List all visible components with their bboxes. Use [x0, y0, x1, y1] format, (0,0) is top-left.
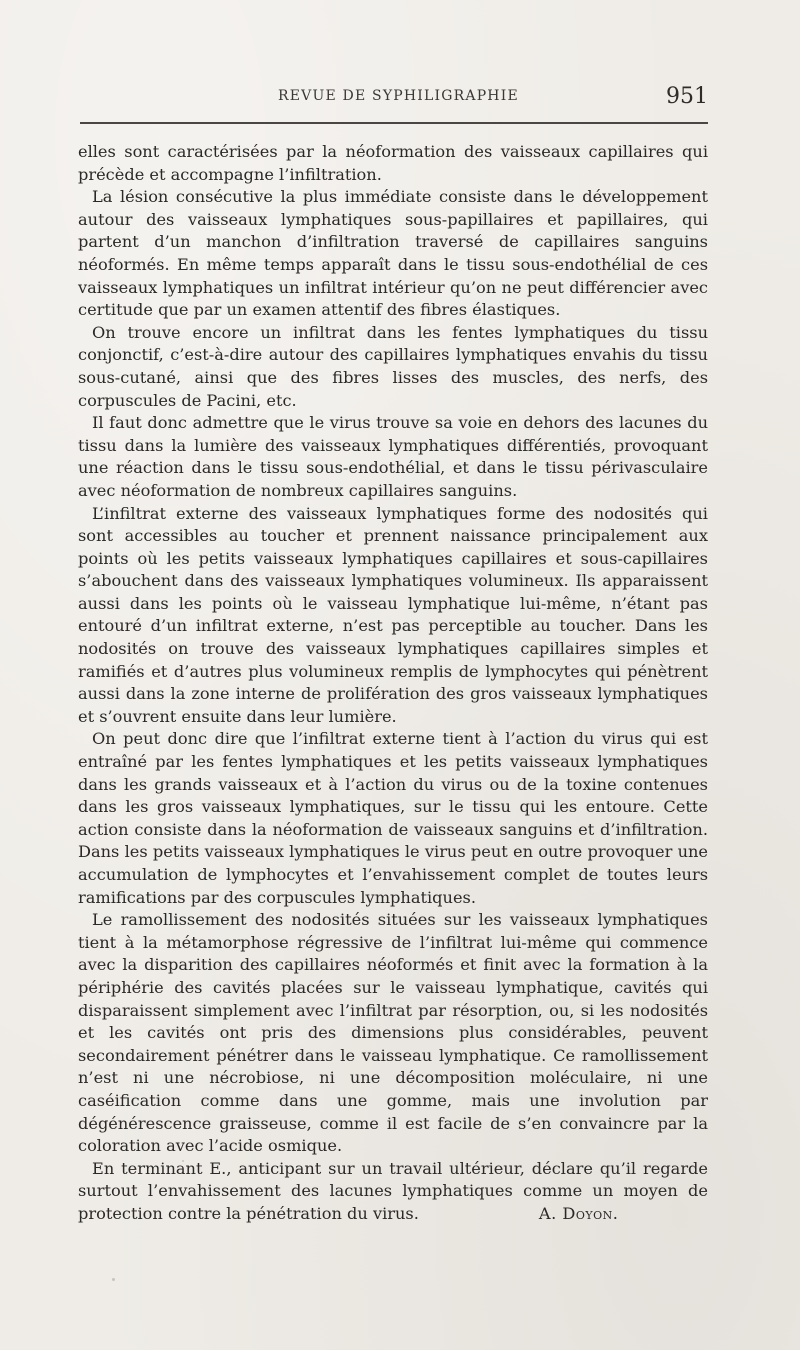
running-header: [78, 84, 708, 110]
paragraph: L’infiltrat externe des vaisseaux lymphatiques forme des nodosités qui sont accessibles au toucher et prennent naissance principalement aux points où les petits vaisseaux lymphatiques capillaires et sous-capillaires s’abouchent dans des vaisseaux lymphatiques volumineux. Ils apparaissent aussi dans les points où le vaisseau lymphatique lui-même, n’étant pas entouré d’un infiltrat externe, n’est pas perceptible au toucher. Dans les nodosités on trouve des vaisseaux lymphatiques capillaires simples et ramifiés et d’autres plus volumineux remplis de lymphocytes qui pénètrent aussi dans la zone interne de prolifération des gros vaisseaux lymphatiques et s’ouvrent ensuite dans leur lumière.: [78, 503, 708, 726]
paragraph: La lésion consécutive la plus immédiate consiste dans le développement autour des vaisseaux lymphatiques sous-papillaires et papillaires, qui partent d’un manchon d’infiltration traversé de capillaires sanguins néoformés. En même temps apparaît dans le tissu sous-endothélial de ces vaisseaux lymphatiques un infiltrat intérieur qu’on ne peut différencier avec certitude que par un examen attentif des fibres élastiques.: [78, 187, 708, 320]
author-signature: A. Doyon.: [538, 1203, 619, 1223]
article-body: [78, 141, 708, 1226]
page-number: 951: [666, 84, 708, 109]
paper-speck: [182, 1160, 184, 1162]
closing-paragraph-text: En terminant E., anticipant sur un travail ultérieur, déclare qu’il regarde surtout l’envahissement des lacunes lymphatiques comme un moyen de protection contre la pénétration du virus.: [78, 1158, 708, 1223]
paragraph: Il faut donc admettre que le virus trouve sa voie en dehors des lacunes du tissu dans la lumière des vaisseaux lymphatiques différentiés, provoquant une réaction dans le tissu sous-endothélial, et dans le tissu périvasculaire avec néoformation de nombreux capillaires sanguins.: [78, 413, 708, 500]
paragraph: Le ramollissement des nodosités situées sur les vaisseaux lymphatiques tient à la métamorphose régressive de l’infiltrat lui-même qui commence avec la disparition des capillaires néoformés et finit avec la formation à la périphérie des cavités placées sur le vaisseau lymphatique, cavités qui disparaissent simplement avec l’infiltrat par résorption, ou, si les nodosités et les cavités ont pris des dimensions plus considérables, peuvent secondairement pénétrer dans le vaisseau lymphatique. Ce ramollissement n’est ni une nécrobiose, ni une décomposition moléculaire, ni une caséification comme dans une gomme, mais une involution par dégénérescence graisseuse, comme il est facile de s’en convaincre par la coloration avec l’acide osmique.: [78, 910, 708, 1156]
paragraph: On trouve encore un infiltrat dans les fentes lymphatiques du tissu conjonctif, c’est-à-dire autour des capillaires lymphatiques envahis du tissu sous-cutané, ainsi que des fibres lisses des muscles, des nerfs, des corpuscules de Pacini, etc.: [78, 322, 708, 410]
paper-speck: [112, 1278, 115, 1281]
paragraph: elles sont caractérisées par la néoformation des vaisseaux capillaires qui précède et accompagne l’infiltration.: [78, 142, 708, 184]
paragraph: On peut donc dire que l’infiltrat externe tient à l’action du virus qui est entraîné par les fentes lymphatiques et les petits vaisseaux lymphatiques dans les grands vaisseaux et à l’action du virus ou de la toxine contenues dans les gros vaisseaux lymphatiques, sur le tissu qui les entoure. Cette action consiste dans la néoformation de vaisseaux sanguins et d’infiltration. Dans les petits vaisseaux lymphatiques le virus peut en outre provoquer une accumulation de lymphocytes et l’envahissement complet de toutes leurs ramifications par des corpuscules lymphatiques.: [78, 729, 708, 907]
header-rule: [80, 122, 708, 124]
closing-paragraph: [78, 1158, 708, 1226]
journal-title: REVUE DE SYPHILIGRAPHIE: [278, 88, 519, 104]
